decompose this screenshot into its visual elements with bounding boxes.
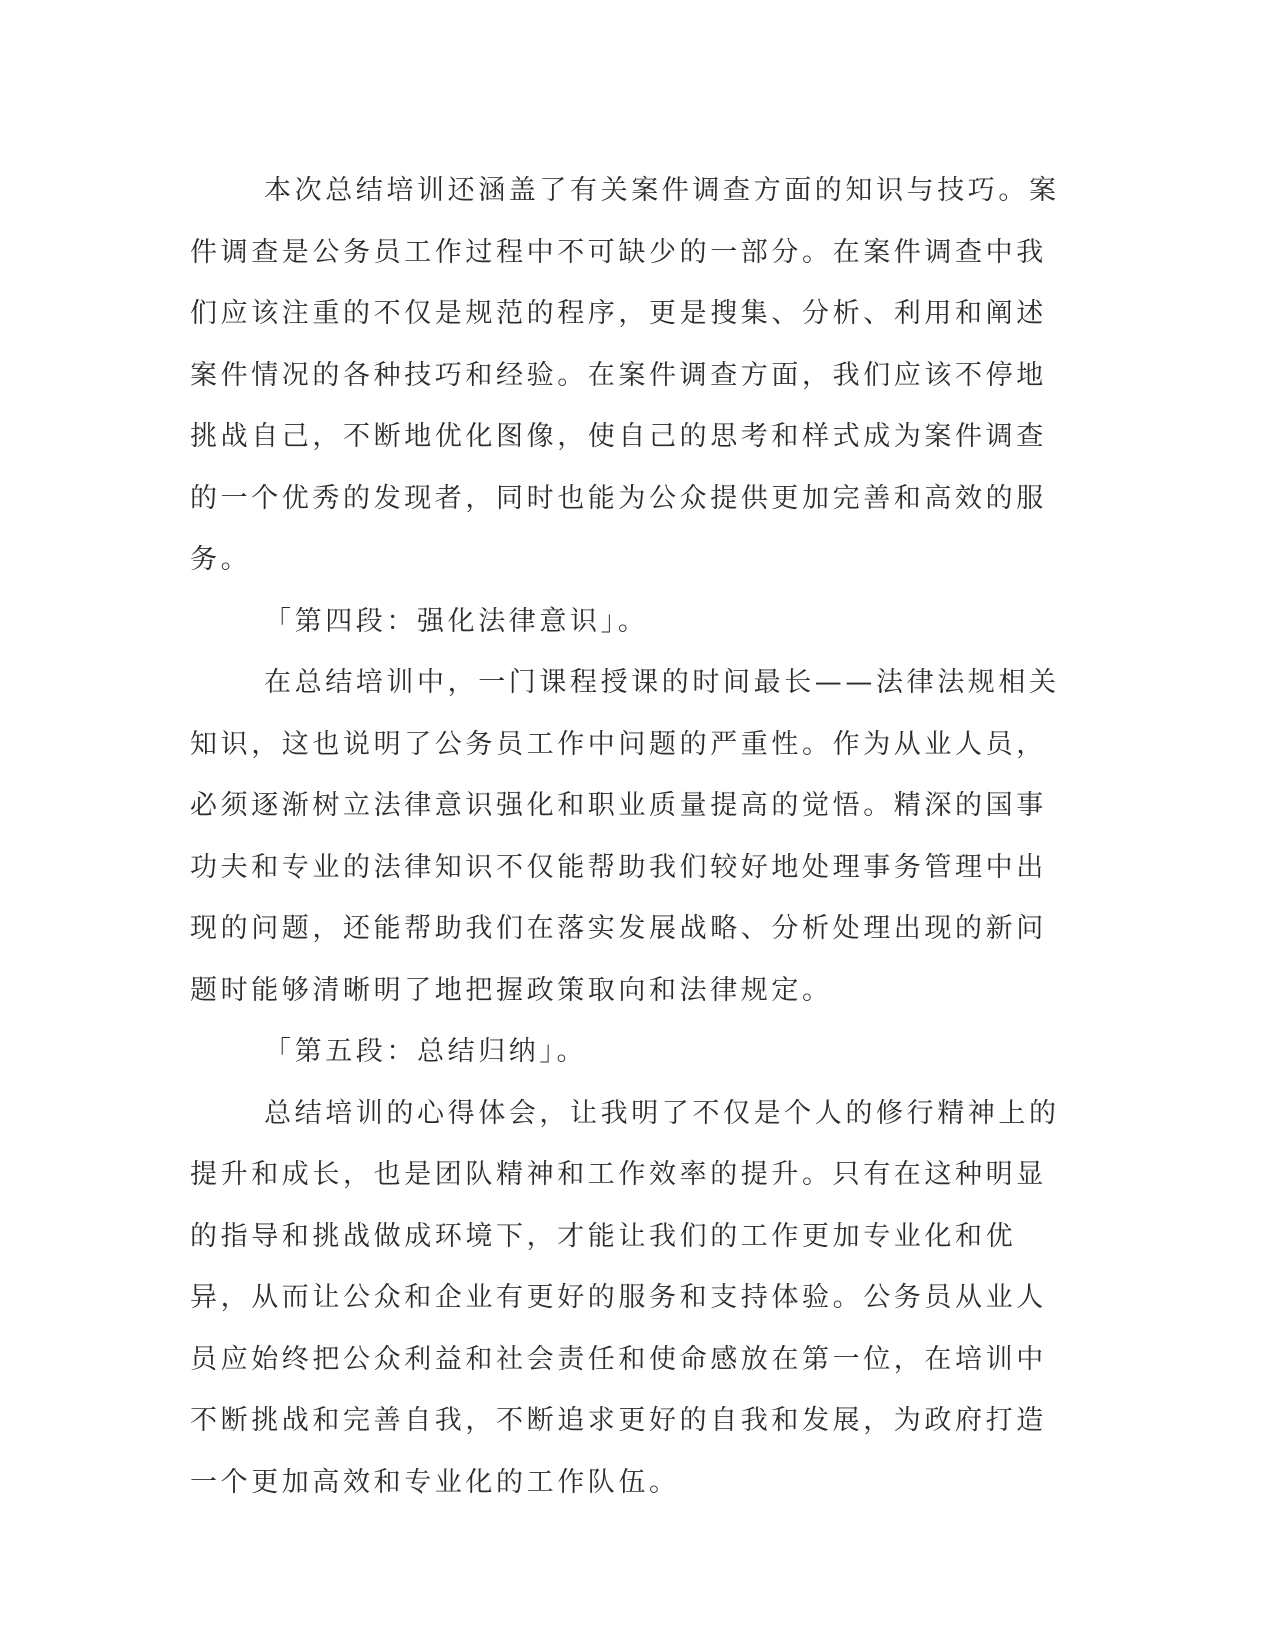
paragraph-law-awareness: 在总结培训中，一门课程授课的时间最长——法律法规相关知识，这也说明了公务员工作中问题的严重性。作为从业人员，必须逐渐树立法律意识强化和职业质量提高的觉悟。精深的国事功夫和专业的法律知识不仅能帮助我们较好地处理事务管理中出现的问题，还能帮助我们在落实发展战略、分析处理出现的新问题时能够清晰明了地把握政策取向和法律规定。 <box>190 667 1060 1006</box>
paragraph-case-investigation: 本次总结培训还涵盖了有关案件调查方面的知识与技巧。案件调查是公务员工作过程中不可缺少的一部分。在案件调查中我们应该注重的不仅是规范的程序，更是搜集、分析、利用和阐述案件情况的各种技巧和经验。在案件调查方面，我们应该不停地挑战自己，不断地优化图像，使自己的思考和样式成为案件调查的一个优秀的发现者，同时也能为公众提供更加完善和高效的服务。 <box>190 175 1060 575</box>
paragraph-summary: 总结培训的心得体会，让我明了不仅是个人的修行精神上的提升和成长，也是团队精神和工作效率的提升。只有在这种明显的指导和挑战做成环境下，才能让我们的工作更加专业化和优异，从而让公众和企业有更好的服务和支持体验。公务员从业人员应始终把公众利益和社会责任和使命感放在第一位，在培训中不断挑战和完善自我，不断追求更好的自我和发展，为政府打造一个更加高效和专业化的工作队伍。 <box>190 1097 1060 1498</box>
section-heading-4: 「第四段：强化法律意识」。 <box>264 605 649 637</box>
document-body <box>190 160 1070 1513</box>
section-heading-5: 「第五段：总结归纳」。 <box>264 1036 588 1067</box>
